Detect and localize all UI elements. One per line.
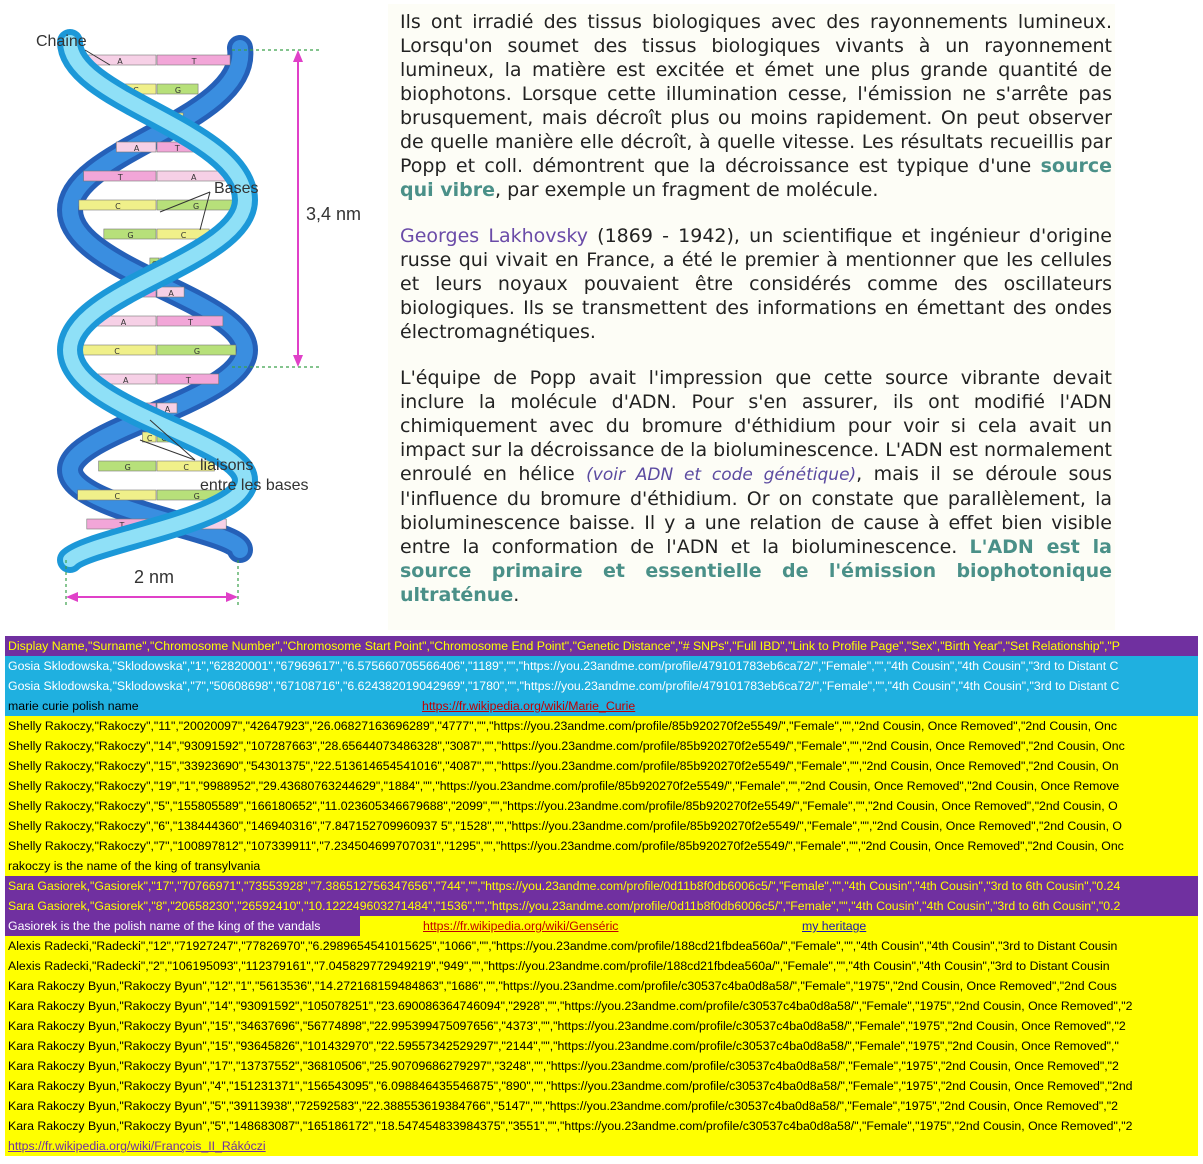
base-letter: T [119,521,125,530]
table-row: Shelly Rakoczy,"Rakoczy","7","100897812","107339911","7.234504699707031","1295","","https://you.23andme.com/profile/85b920270f2e5549/","Female","","2nd Cousin, Once Removed","2nd Cousin, Onc [5,836,1198,856]
table-row: Gosia Sklodowska,"Sklodowska","1","62820001","67969617","6.575660705566406","1189","","https://you.23andme.com/profile/479101783eb6ca72/","Female","","4th Cousin","4th Cousin","3rd to Distant C [5,656,1198,676]
link-my-heritage[interactable]: my heritage [802,919,867,933]
label-chaine: Chaine [36,33,87,50]
base-letter: A [168,289,174,298]
base-letter: G [192,202,200,211]
base-letter: T [191,57,197,66]
paragraph-1: Ils ont irradié des tissus biologiques avec des rayonnements lumineux. Lorsqu'on soumet des tissus biologiques vivants à un rayonnement lumineux, la matière est excitée et émet une plus grande quantité de biophotons. Lorsque cette illumination cesse, l'émission ne s'arrête pas brusquement, mais décroît plus ou moins rapidement. On peut observer de quelle manière elle décroît, à quelle vitesse. Les résultats recueillis par Popp et coll. démontrent que la décroissance est typique d'une source qui vibre, par exemple un fragment de molécule. [400,11,1112,201]
base-letter: A [189,521,195,530]
base-letter: A [117,57,123,66]
base-letter: A [122,376,129,385]
base-letter: A [164,405,171,414]
label-liaisons-2: entre les bases [200,477,309,494]
base-letter: G [127,231,134,240]
note-row-curie [5,696,1198,716]
table-row: Kara Rakoczy Byun,"Rakoczy Byun","5","148683087","165186172","18.547454833984375","3551","","https://you.23andme.com/profile/c30537c4ba0d8a58/","Female","1975","2nd Cousin, Once Removed","2 [5,1116,1198,1136]
note-gasiorek: Gasiorek is the the polish name of the king of the vandals [5,916,360,936]
table-row: Kara Rakoczy Byun,"Rakoczy Byun","17","13737552","36810506","25.90709686279297","3248","","https://you.23andme.com/profile/c30537c4ba0d8a58/","Female","1975","2nd Cousin, Once Removed","2 [5,1056,1198,1076]
note-row-rakoczy: rakoczy is the name of the king of transylvania [5,856,1198,876]
paragraph-2: Georges Lakhovsky (1869 - 1942), un scientifique et ingénieur d'origine russe qui vivait en France, a été le premier à mentionner que les cellules et leurs noyaux pouvaient être considérés comme des oscillateurs biologiques. Ils se transmettent des informations en émettant des ondes électromagnétiques. [400,225,1112,343]
label-2nm: 2 nm [134,567,175,587]
article-text [388,4,1115,630]
base-letter: T [185,376,191,385]
base-letter: T [188,318,193,327]
base-letter: A [190,173,197,182]
dna-helix-diagram [0,0,390,630]
table-row: Kara Rakoczy Byun,"Rakoczy Byun","5","39113938","72592583","22.388553619384766","5147","","https://you.23andme.com/profile/c30537c4ba0d8a58/","Female","1975","2nd Cousin, Once Removed","2 [5,1096,1198,1116]
table-row: Kara Rakoczy Byun,"Rakoczy Byun","4","151231371","156543095","6.098846435546875","890","","https://you.23andme.com/profile/c30537c4ba0d8a58/","Female","1975","2nd Cousin, Once Removed","2nd [5,1076,1198,1096]
table-row: Alexis Radecki,"Radecki","12","71927247","77826970","6.2989654541015625","1066","","https://you.23andme.com/profile/188cd21fbdea560a/","Female","","4th Cousin","4th Cousin","3rd to Distant Cousin [5,936,1198,956]
table-row: Kara Rakoczy Byun,"Rakoczy Byun","12","1","5613536","14.272168159484863","1686","","https://you.23andme.com/profile/c30537c4ba0d8a58/","Female","1975","2nd Cousin, Once Removed","2nd Cous [5,976,1198,996]
table-row: Shelly Rakoczy,"Rakoczy","14","93091592","107287663","28.65644073486328","3087","","https://you.23andme.com/profile/85b920270f2e5549/","Female","","2nd Cousin, Once Removed","2nd Cousin, Onc [5,736,1198,756]
base-letter: C [115,202,121,211]
table-row: Shelly Rakoczy,"Rakoczy","6","138444360","146940316","7.847152709960937 5","1528","","https://you.23andme.com/profile/85b920270f2e5549/","Female","","2nd Cousin, Once Removed","2nd Cousin, O [5,816,1198,836]
link-adn-code-genetique[interactable]: (voir ADN et code génétique) [586,465,857,485]
table-row: Alexis Radecki,"Radecki","2","106195093","112379161","7.045829772949219","949","","https://you.23andme.com/profile/188cd21fbdea560a/","Female","","4th Cousin","4th Cousin","3rd to Distant Cousin [5,956,1198,976]
base-letter: T [117,173,123,182]
base-letter: C [180,231,187,240]
base-letter: T [174,144,180,153]
table-row: Shelly Rakoczy,"Rakoczy","5","155805589","166180652","11.023605346679688","2099","","https://you.23andme.com/profile/85b920270f2e5549/","Female","","2nd Cousin, Once Removed","2nd Cousin, O [5,796,1198,816]
base-letter: T [144,405,149,414]
label-liaisons-1: liaisons [200,457,254,474]
table-row: Kara Rakoczy Byun,"Rakoczy Byun","14","93091592","105078251","23.690086364746094","2928","","https://you.23andme.com/profile/c30537c4ba0d8a58/","Female","1975","2nd Cousin, Once Removed","2 [5,996,1198,1016]
note-row-gasiorek [5,916,1198,936]
base-letter: G [161,434,168,443]
base-letter: G [166,115,173,124]
base-letter: G [124,463,131,472]
table-row: Gosia Sklodowska,"Sklodowska","7","50608698","67108716","6.624382019042969","1780","","https://you.23andme.com/profile/479101783eb6ca72/","Female","","4th Cousin","4th Cousin","3rd to Distant C [5,676,1198,696]
base-letter: C [146,434,153,443]
base-letter: A [120,318,127,327]
table-row: Sara Gasiorek,"Gasiorek","8","20658230","26592410","10.122249603271484","1536","","https://you.23andme.com/profile/0d11b8f0db6006c5/","Female","","4th Cousin","4th Cousin","3rd to 6th Cousin","0.2 [5,896,1198,916]
table-row: Kara Rakoczy Byun,"Rakoczy Byun","15","93645826","101432970","22.59557342529297","2144","","https://you.23andme.com/profile/c30537c4ba0d8a58/","Female","1975","2nd Cousin, Once Removed"," [5,1036,1198,1056]
base-letter: G [174,86,182,95]
base-letter: C [114,492,121,501]
base-letter: G [193,347,201,356]
base-letter: G [151,260,158,269]
link-georges-lakhovsky[interactable]: Georges Lakhovsky [400,225,588,247]
base-letter: C [114,347,120,356]
dna-match-table [5,636,1198,1164]
table-row: Shelly Rakoczy,"Rakoczy","11","20020097","42647923","26.06827163696289","4777","","https://you.23andme.com/profile/85b920270f2e5549/","Female","","2nd Cousin, Once Removed","2nd Cousin, Onc [5,716,1198,736]
link-row-rakoczi [5,1136,1198,1156]
label-bases: Bases [214,180,259,197]
base-letter: C [133,86,139,95]
table-row: Shelly Rakoczy,"Rakoczy","19","1","9988952","29.43680763244629","1884","","https://you.23andme.com/profile/85b920270f2e5549/","Female","","2nd Cousin, Once Removed","2nd Cousin, Once Remove [5,776,1198,796]
link-marie-curie[interactable]: https://fr.wikipedia.org/wiki/Marie_Curie [422,699,636,713]
base-letter: C [162,260,168,269]
table-header-row: Display Name,"Surname","Chromosome Number","Chromosome Start Point","Chromosome End Point","Genetic Distance","# SNPs","Full IBD","Link to Profile Page","Sex","Birth Year","Set Relationship","P [5,636,1198,656]
label-3-4nm: 3,4 nm [306,204,362,224]
bold-conclusion: L'ADN est la source primaire et essentielle de l'émission biophotonique ultraténue [400,536,1112,606]
link-source-qui-vibre[interactable]: source qui vibre [400,155,1112,201]
base-letter: C [183,463,190,472]
table-row: Kara Rakoczy Byun,"Rakoczy Byun","15","34637696","56774898","22.995399475097656","4373","","https://you.23andme.com/profile/c30537c4ba0d8a58/","Female","1975","2nd Cousin, Once Removed","2 [5,1016,1198,1036]
table-row: Shelly Rakoczy,"Rakoczy","15","33923690","54301375","22.513614654541016","4087","","https://you.23andme.com/profile/85b920270f2e5549/","Female","","2nd Cousin, Once Removed","2nd Cousin, On [5,756,1198,776]
note-curie: marie curie polish name [8,699,139,713]
base-letter: A [133,144,140,153]
base-letter: C [176,115,182,124]
link-francois-rakoczi[interactable]: https://fr.wikipedia.org/wiki/François_II_Rákóczi [8,1139,266,1153]
table-row: Sara Gasiorek,"Gasiorek","17","70766971","73553928","7.386512756347656","744","","https://you.23andme.com/profile/0d11b8f0db6006c5/","Female","","4th Cousin","4th Cousin","3rd to 6th Cousin","0.24 [5,876,1198,896]
base-letter: T [140,289,146,298]
base-letter: G [193,492,200,501]
paragraph-3: L'équipe de Popp avait l'impression que cette source vibrante devait inclure la molécule d'ADN. Pour s'en assurer, ils ont modifié l'ADN chimiquement avec du bromure d'éthidium pour voir si cela avait un impact sur la décroissance de la bioluminescence. L'ADN est normalement enroulé en hélice (voir ADN et code génétique), mais il se déroule sous l'influence du bromure d'éthidium. Or on constate que parallèlement, la bioluminescence baisse. Il y a une relation de cause à effet bien visible entre la conformation de l'ADN et la bioluminescence. L'ADN est la source primaire et essentielle de l'émission biophotonique ultraténue. [400,367,1112,606]
link-genseric[interactable]: https://fr.wikipedia.org/wiki/Genséric [423,919,619,933]
